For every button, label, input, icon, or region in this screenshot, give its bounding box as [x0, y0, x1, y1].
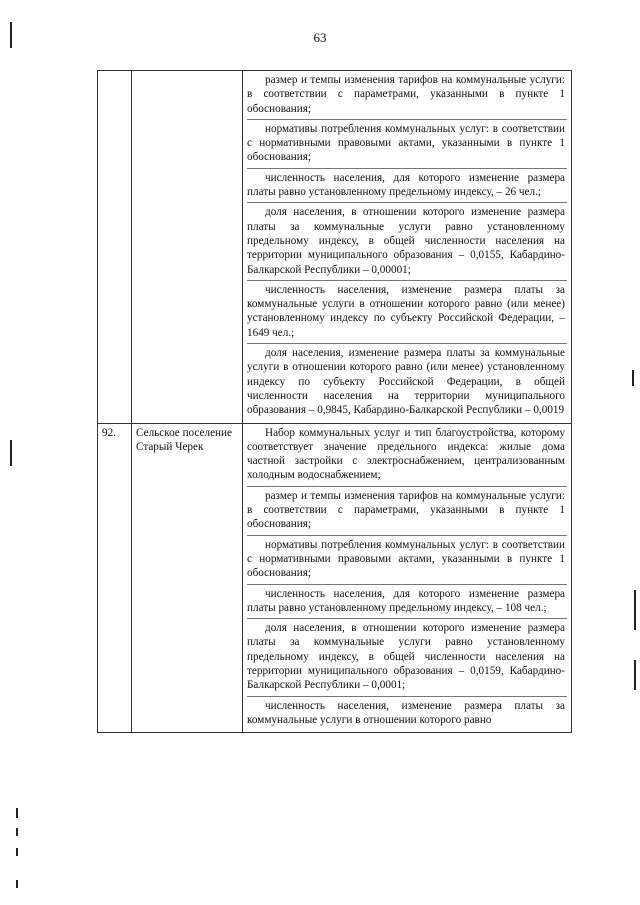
settlement-cell — [132, 423, 243, 733]
scan-mark — [16, 848, 18, 856]
description-paragraph: численность населения, изменение размера платы за коммунальные услуги в отношении которого равно — [247, 696, 567, 731]
description-paragraph: доля населения, в отношении которого изменение размера платы за коммунальные услуги равно установленному предельному индексу, в общей численности населения на территории муниципального образования – 0,0159, Кабардино-Балкарской Республики – 0,0001; — [247, 618, 567, 695]
description-paragraph: нормативы потребления коммунальных услуг: в соответствии с нормативными правовыми актами, указанными в пункте 1 обоснования; — [247, 119, 567, 168]
description-paragraph: нормативы потребления коммунальных услуг: в соответствии с нормативными правовыми актами, указанными в пункте 1 обоснования; — [247, 535, 567, 584]
description-paragraph: доля населения, изменение размера платы за коммунальные услуги в отношении которого равно (или менее) установленному индексу по субъекту Российской Федерации, в общей численности населения на территории муниципального образования – 0,9845, Кабардино-Балкарской Республики – 0,0019 — [247, 343, 567, 420]
scan-mark — [16, 828, 18, 836]
row-number: 92. — [102, 426, 116, 439]
description-cell — [243, 71, 572, 424]
scan-mark — [634, 590, 636, 630]
description-paragraph: Набор коммунальных услуг и тип благоустройства, которому соответствует значение предельного индекса: жилые дома частной застройки с электроснабжением, централизованным холодным водоснабжением; — [247, 426, 565, 482]
document-table — [97, 70, 572, 733]
settlement-cell — [132, 71, 243, 424]
scan-mark — [10, 440, 12, 466]
scan-mark — [16, 880, 18, 888]
description-cell — [243, 423, 572, 733]
scan-mark — [634, 660, 636, 690]
description-paragraph: численность населения, для которого изменение размера платы равно установленному предельному индексу, – 26 чел.; — [247, 168, 567, 203]
table-row — [98, 71, 572, 424]
row-number-cell — [98, 71, 132, 424]
scan-mark — [10, 22, 12, 48]
row-number-cell — [98, 423, 132, 733]
page-number: 63 — [313, 30, 327, 45]
scan-mark — [16, 808, 18, 818]
scan-mark — [632, 370, 634, 386]
description-paragraph: численность населения, изменение размера платы за коммунальные услуги в отношении которого равно (или менее) установленному индексу по субъекту Российской Федерации, – 1649 чел.; — [247, 280, 567, 343]
description-paragraph: размер и темпы изменения тарифов на коммунальные услуги: в соответствии с параметрами, указанными в пункте 1 обоснования; — [247, 486, 567, 535]
description-paragraph: размер и темпы изменения тарифов на коммунальные услуги: в соответствии с параметрами, указанными в пункте 1 обоснования; — [247, 74, 565, 115]
description-paragraph: доля населения, в отношении которого изменение размера платы за коммунальные услуги равно установленному предельному индексу, в общей численности населения на территории муниципального образования – 0,0155, Кабардино-Балкарской Республики – 0,00001; — [247, 202, 567, 279]
table-row — [98, 423, 572, 733]
description-paragraph: численность населения, для которого изменение размера платы равно установленному предельному индексу, – 108 чел.; — [247, 584, 567, 619]
settlement-name: Сельское поселение Старый Черек — [136, 426, 232, 453]
